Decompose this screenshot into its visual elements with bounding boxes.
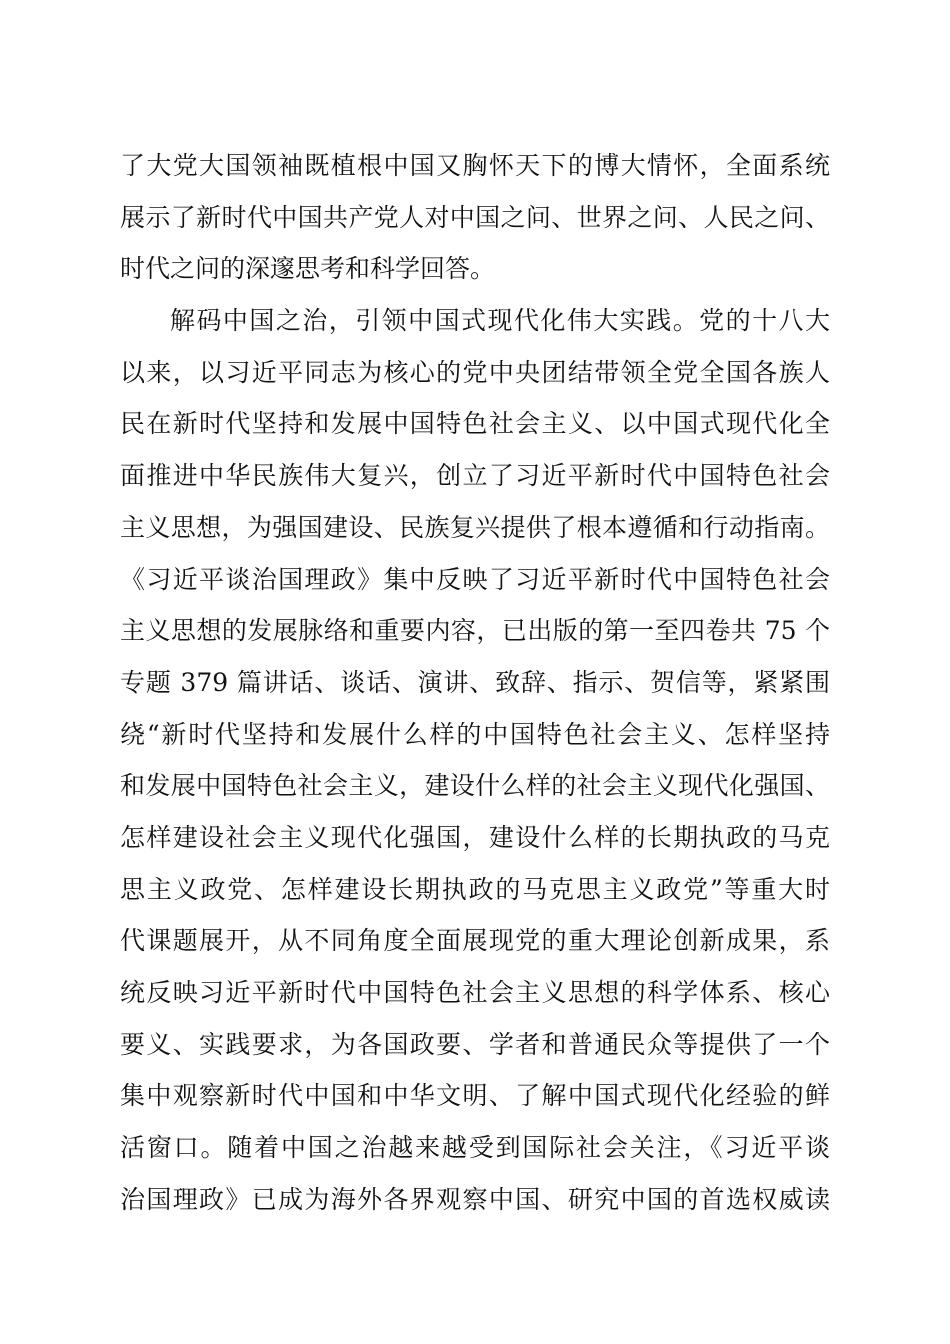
- paragraph-2-line-9: 绕“新时代坚持和发展什么样的中国特色社会主义、怎样坚持: [120, 719, 830, 749]
- paragraph-2-line-7: 主义思想的发展脉络和重要内容，已出版的第一至四卷共 75 个: [120, 616, 830, 646]
- paragraph-2-line-8: 专题 379 篇讲话、谈话、演讲、致辞、指示、贺信等，紧紧围: [120, 667, 830, 697]
- paragraph-2-line-6: 《习近平谈治国理政》集中反映了习近平新时代中国特色社会: [120, 564, 830, 594]
- paragraph-2-line-3: 民在新时代坚持和发展中国特色社会主义、以中国式现代化全: [120, 409, 830, 439]
- paragraph-1-line-1: 了大党大国领袖既植根中国又胸怀天下的博大情怀，全面系统: [120, 151, 830, 180]
- paragraph-2-line-15: 要义、实践要求，为各国政要、学者和普通民众等提供了一个: [120, 1029, 830, 1059]
- paragraph-1-line-3: 时代之问的深邃思考和科学回答。: [120, 254, 496, 284]
- body-text: [120, 140, 830, 1225]
- paragraph-2-line-12: 思主义政党、怎样建设长期执政的马克思主义政党”等重大时: [120, 874, 830, 904]
- paragraph-2-line-1: 解码中国之治，引领中国式现代化伟大实践。党的十八大: [170, 306, 830, 336]
- paragraph-2-line-16: 集中观察新时代中国和中华文明、了解中国式现代化经验的鲜: [120, 1081, 830, 1111]
- paragraph-2-line-10: 和发展中国特色社会主义，建设什么样的社会主义现代化强国、: [120, 771, 830, 801]
- paragraph-2-line-5: 主义思想，为强国建设、民族复兴提供了根本遵循和行动指南。: [120, 512, 830, 542]
- paragraph-2-line-2: 以来，以习近平同志为核心的党中央团结带领全党全国各族人: [120, 357, 830, 387]
- paragraph-2-line-14: 统反映习近平新时代中国特色社会主义思想的科学体系、核心: [120, 978, 830, 1007]
- paragraph-2-line-17: 活窗口。随着中国之治越来越受到国际社会关注，《习近平谈: [120, 1133, 830, 1163]
- paragraph-2-line-11: 怎样建设社会主义现代化强国，建设什么样的长期执政的马克: [120, 822, 830, 852]
- paragraph-2-line-13: 代课题展开，从不同角度全面展现党的重大理论创新成果，系: [120, 926, 830, 956]
- paragraph-2-line-4: 面推进中华民族伟大复兴，创立了习近平新时代中国特色社会: [120, 461, 830, 491]
- paragraph-1-line-2: 展示了新时代中国共产党人对中国之问、世界之问、人民之问、: [120, 202, 830, 232]
- paragraph-2-line-18: 治国理政》已成为海外各界观察中国、研究中国的首选权威读: [120, 1184, 830, 1214]
